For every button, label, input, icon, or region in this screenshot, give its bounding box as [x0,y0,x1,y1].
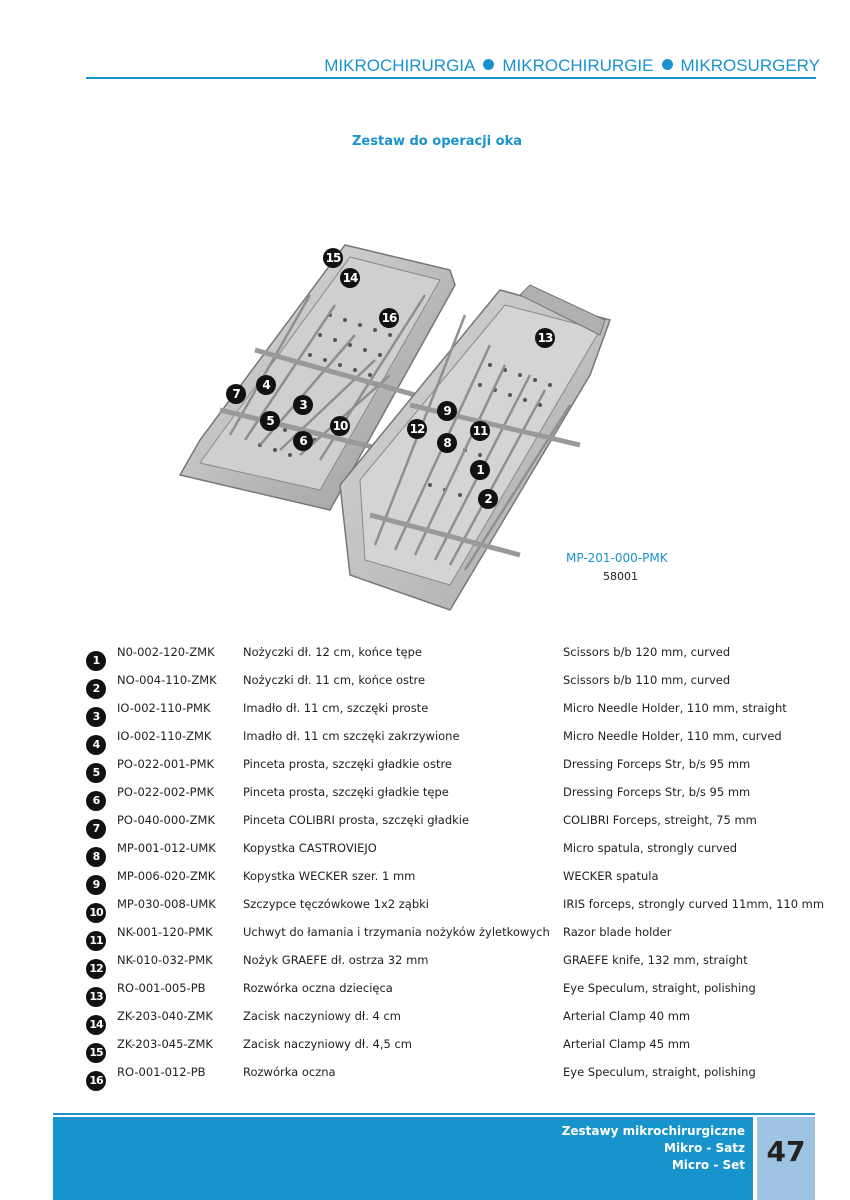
item-code: MP-001-012-UMK [117,841,216,855]
svg-text:14: 14 [342,271,358,285]
item-code: IO-002-110-PMK [117,701,211,715]
item-number-badge: 13 [86,987,106,1007]
item-code: IO-002-110-ZMK [117,729,212,743]
item-number-badge: 11 [86,931,106,951]
header-segment-de: MIKROCHIRURGIE [502,56,654,75]
item-name-pl: Kopystka WECKER szer. 1 mm [243,869,416,883]
svg-text:7: 7 [232,387,240,401]
list-item [86,953,826,981]
set-number: 58001 [603,570,638,583]
list-item [86,813,826,841]
item-number-badge: 8 [86,847,106,867]
item-number-badge: 3 [86,707,106,727]
photo-label-14 [340,268,360,288]
list-item [86,981,826,1009]
header-rule [86,77,816,79]
item-number-badge: 4 [86,735,106,755]
header-segment-en: MIKROSURGERY [680,56,820,75]
item-number-badge: 16 [86,1071,106,1091]
item-name-en: Scissors b/b 110 mm, curved [563,673,731,687]
svg-text:8: 8 [443,436,451,450]
item-name-en: Micro spatula, strongly curved [563,841,738,855]
footer-line-en: Micro - Set [671,1158,745,1172]
item-name-en: Arterial Clamp 45 mm [563,1037,691,1051]
list-item [86,785,826,813]
list-item [86,1009,826,1037]
photo-label-11 [470,421,490,441]
photo-label-6 [293,431,313,451]
photo-label-8 [437,433,457,453]
item-name-pl: Uchwyt do łamania i trzymania nożyków żyletkowych [243,925,550,939]
page-number: 47 [766,1135,806,1168]
photo-label-15 [323,248,343,268]
item-code: NO-004-110-ZMK [117,673,217,687]
item-name-pl: Zacisk naczyniowy dł. 4 cm [243,1009,402,1023]
item-name-en: Dressing Forceps Str, b/s 95 mm [563,757,751,771]
header-title [324,56,820,76]
photo-label-1 [470,460,490,480]
item-number-badge: 7 [86,819,106,839]
photo-label-9 [437,401,457,421]
item-code: RO-001-012-PB [117,1065,206,1079]
svg-text:1: 1 [476,463,484,477]
svg-text:2: 2 [484,492,492,506]
item-code: PO-022-002-PMK [117,785,215,799]
item-name-pl: Rozwórka oczna dziecięca [243,981,393,995]
item-code: N0-002-120-ZMK [117,645,215,659]
item-name-en: IRIS forceps, strongly curved 11mm, 110 mm [563,897,825,911]
item-name-en: Razor blade holder [563,925,672,939]
item-code: NK-010-032-PMK [117,953,213,967]
item-name-en: WECKER spatula [563,869,659,883]
photo-label-12 [407,419,427,439]
item-name-pl: Szczypce tęczówkowe 1x2 ząbki [243,897,429,911]
item-code: MP-030-008-UMK [117,897,216,911]
svg-text:6: 6 [299,434,307,448]
item-number-badge: 5 [86,763,106,783]
item-code: NK-001-120-PMK [117,925,213,939]
item-number-badge: 14 [86,1015,106,1035]
item-name-en: Arterial Clamp 40 mm [563,1009,691,1023]
item-code: RO-001-005-PB [117,981,206,995]
footer-line-de: Mikro - Satz [664,1141,745,1155]
item-number-badge: 10 [86,903,106,923]
list-item [86,729,826,757]
item-number-badge: 15 [86,1043,106,1063]
item-name-en: GRAEFE knife, 132 mm, straight [563,953,748,967]
item-name-en: Micro Needle Holder, 110 mm, curved [563,729,782,743]
item-name-pl: Nożyk GRAEFE dł. ostrza 32 mm [243,953,429,967]
item-list [86,645,826,1093]
item-name-pl: Pinceta COLIBRI prosta, szczęki gładkie [243,813,470,827]
svg-text:16: 16 [381,311,397,325]
item-name-pl: Imadło dł. 11 cm szczęki zakrzywione [243,729,460,743]
list-item [86,701,826,729]
bullet-dot-icon [483,59,494,70]
header-segment-pl: MIKROCHIRURGIA [324,56,476,75]
item-code: MP-006-020-ZMK [117,869,216,883]
item-name-pl: Zacisk naczyniowy dł. 4,5 cm [243,1037,412,1051]
footer-line-pl: Zestawy mikrochirurgiczne [561,1124,745,1138]
list-item [86,757,826,785]
svg-text:3: 3 [299,398,307,412]
photo-label-2 [478,489,498,509]
item-name-en: Eye Speculum, straight, polishing [563,981,756,995]
item-name-en: Eye Speculum, straight, polishing [563,1065,756,1079]
item-code: PO-040-000-ZMK [117,813,215,827]
item-number-badge: 1 [86,651,106,671]
svg-text:12: 12 [409,422,425,436]
item-number-badge: 6 [86,791,106,811]
item-code: ZK-203-045-ZMK [117,1037,213,1051]
item-name-pl: Kopystka CASTROVIEJO [243,841,377,855]
photo-label-13 [535,328,555,348]
footer-rule [53,1113,815,1115]
photo-label-4 [256,375,276,395]
svg-text:13: 13 [537,331,553,345]
list-item [86,925,826,953]
item-name-pl: Nożyczki dł. 11 cm, końce ostre [243,673,426,687]
item-number-badge: 9 [86,875,106,895]
svg-text:9: 9 [443,404,451,418]
item-name-en: Dressing Forceps Str, b/s 95 mm [563,785,751,799]
item-name-pl: Rozwórka oczna [243,1065,336,1079]
photo-label-10 [330,416,350,436]
list-item [86,645,826,673]
svg-text:11: 11 [472,424,488,438]
list-item [86,841,826,869]
footer-band [53,1117,753,1200]
item-name-pl: Nożyczki dł. 12 cm, końce tępe [243,645,422,659]
item-name-en: COLIBRI Forceps, streight, 75 mm [563,813,757,827]
footer-text [562,1123,745,1174]
item-number-badge: 2 [86,679,106,699]
list-item [86,897,826,925]
list-item [86,869,826,897]
section-subtitle: Zestaw do operacji oka [352,134,522,149]
svg-text:4: 4 [262,378,270,392]
photo-label-3 [293,395,313,415]
svg-text:10: 10 [332,419,348,433]
item-name-pl: Pinceta prosta, szczęki gładkie tępe [243,785,449,799]
set-code: MP-201-000-PMK [566,551,668,565]
list-item [86,1065,826,1093]
list-item [86,1037,826,1065]
bullet-dot-icon [662,59,673,70]
item-name-pl: Imadło dł. 11 cm, szczęki proste [243,701,429,715]
item-code: PO-022-001-PMK [117,757,215,771]
page-number-box [757,1117,815,1200]
item-name-pl: Pinceta prosta, szczęki gładkie ostre [243,757,453,771]
photo-label-5 [260,411,280,431]
photo-label-7 [226,384,246,404]
item-name-en: Micro Needle Holder, 110 mm, straight [563,701,787,715]
item-code: ZK-203-040-ZMK [117,1009,213,1023]
item-number-badge: 12 [86,959,106,979]
photo-label-text: 15 [325,251,341,265]
list-item [86,673,826,701]
svg-text:5: 5 [266,414,274,428]
item-name-en: Scissors b/b 120 mm, curved [563,645,731,659]
photo-label-16 [379,308,399,328]
